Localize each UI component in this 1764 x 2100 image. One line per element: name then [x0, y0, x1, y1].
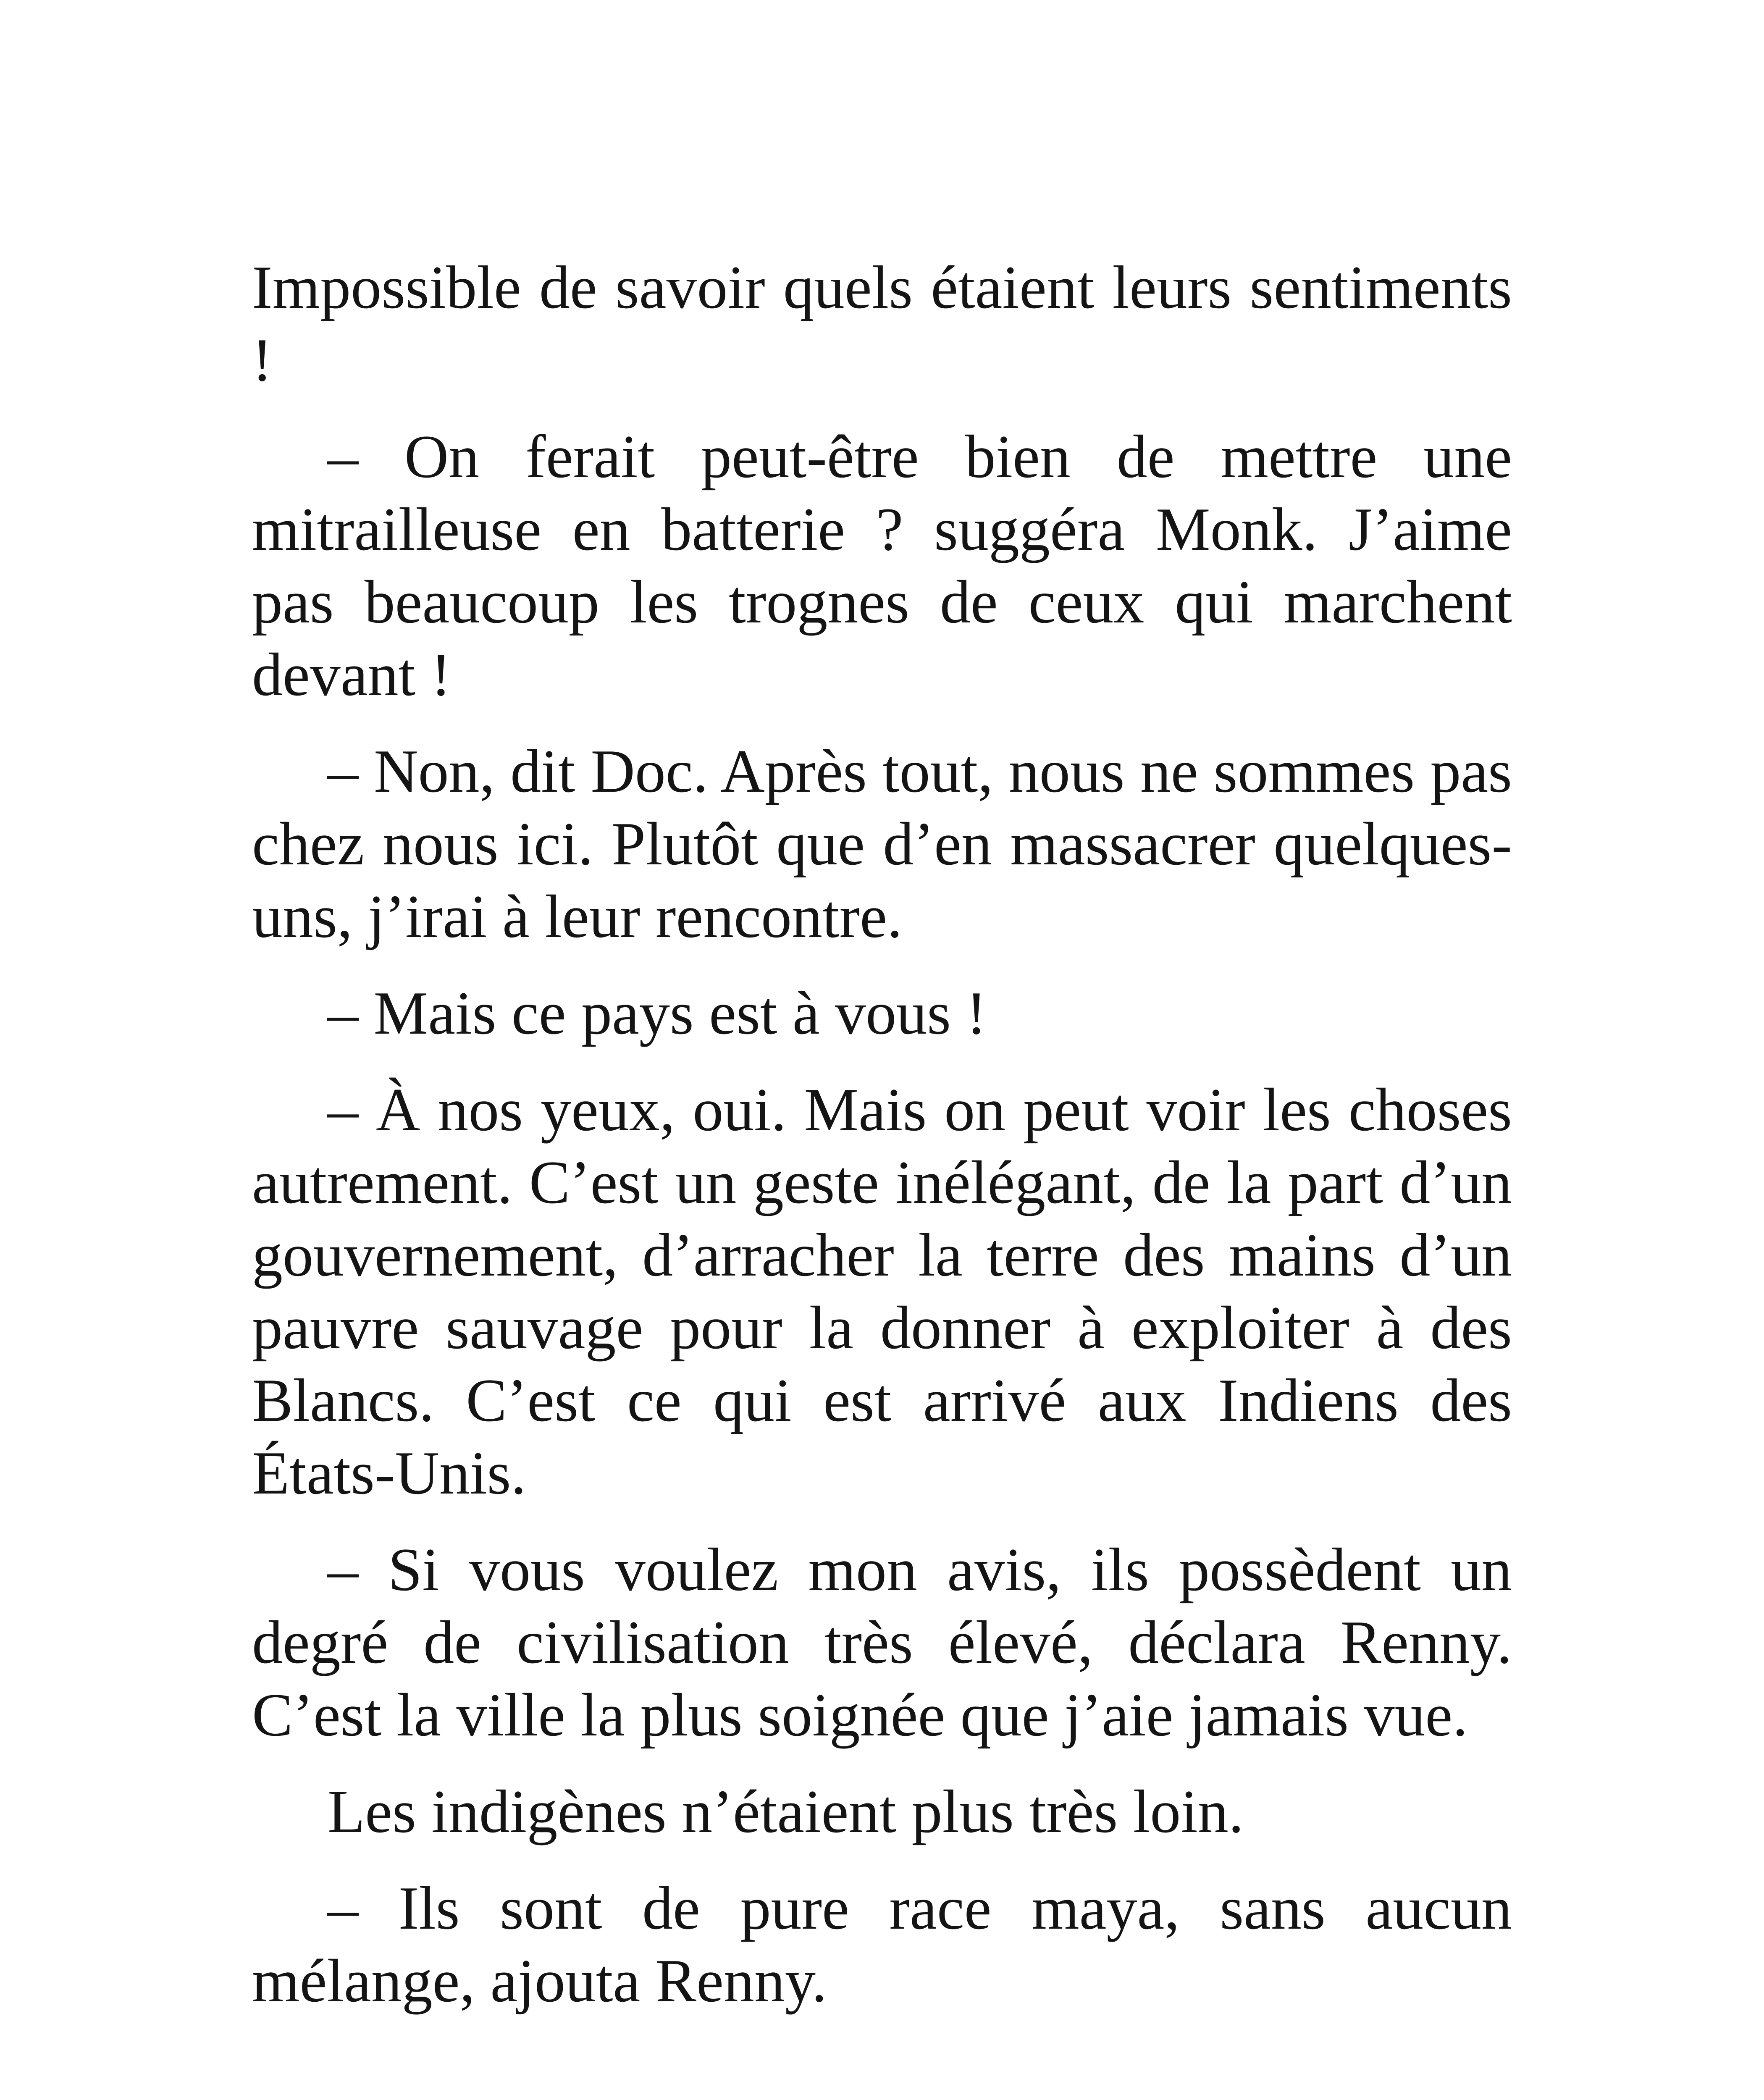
- paragraph-8: – Ils sont de pure race maya, sans aucun mélange, ajouta Renny.: [252, 1874, 1512, 2015]
- paragraph-4: – Mais ce pays est à vous !: [328, 979, 987, 1047]
- paragraph-3: – Non, dit Doc. Après tout, nous ne sommes pas chez nous ici. Plutôt que d’en massacrer quelques-uns, j’irai à leur rencontre.: [252, 737, 1512, 950]
- paragraph-2: – On ferait peut-être bien de mettre une mitrailleuse en batterie ? suggéra Monk. J’aime pas beaucoup les trognes de ceux qui marchent devant !: [252, 423, 1512, 709]
- body-text: [252, 251, 1512, 2041]
- paragraph-5: – À nos yeux, oui. Mais on peut voir les choses autrement. C’est un geste inélégant, de la part d’un gouvernement, d’arracher la terre des mains d’un pauvre sauvage pour la donner à exploiter à des Blancs. C’est ce qui est arrivé aux Indiens des États-Unis.: [252, 1076, 1512, 1507]
- paragraph-6: – Si vous voulez mon avis, ils possèdent un degré de civilisation très élevé, déclara Renny. C’est la ville la plus soignée que j’aie jamais vue.: [252, 1536, 1512, 1749]
- paragraph-1: Impossible de savoir quels étaient leurs sentiments !: [252, 253, 1512, 394]
- paragraph-7: Les indigènes n’étaient plus très loin.: [328, 1777, 1244, 1845]
